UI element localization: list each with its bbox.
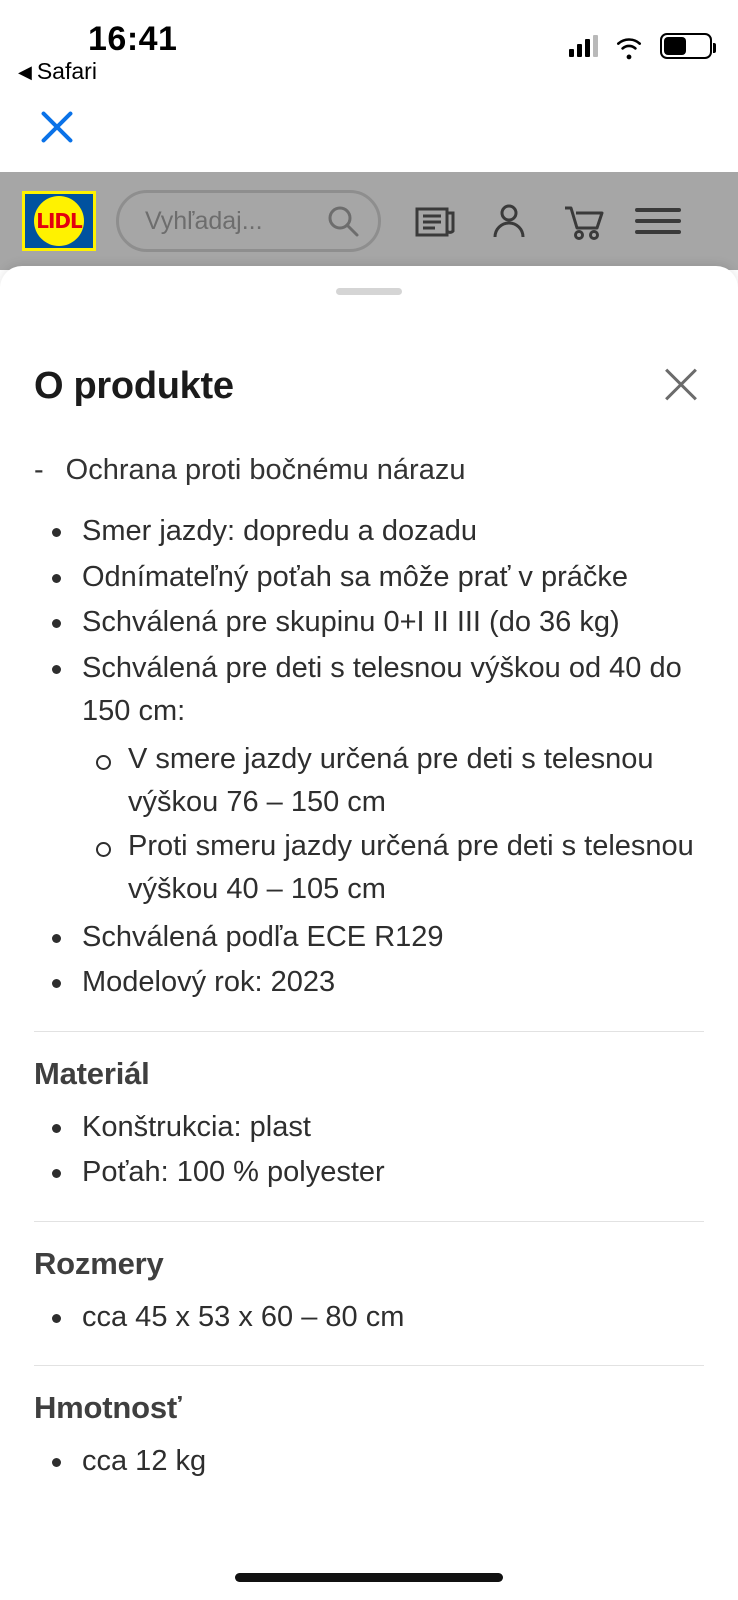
wifi-icon: [614, 35, 644, 57]
ios-status-bar: [0, 0, 738, 96]
site-header: [0, 172, 738, 270]
list-item-text: Schválená pre deti s telesnou výškou od 40 do 150 cm:: [82, 651, 682, 727]
list-item-text: Konštrukcia: plast: [82, 1110, 311, 1143]
cart-icon[interactable]: [561, 199, 605, 243]
material-list: [40, 1106, 704, 1195]
list-item-text: Schválená pre skupinu 0+I II III (do 36 kg): [82, 606, 620, 638]
sheet-header: [0, 295, 738, 408]
list-item: [40, 1106, 704, 1150]
status-indicators: [569, 33, 712, 59]
list-item: [40, 1151, 704, 1195]
product-feature-list: [40, 510, 704, 1005]
list-item-text: Smer jazdy: dopredu a dozadu: [82, 515, 477, 547]
list-item: [82, 738, 704, 825]
search-placeholder: Vyhľadaj...: [145, 206, 263, 235]
battery-icon: [660, 33, 712, 59]
list-item-text: Modelový rok: 2023: [82, 966, 336, 998]
header-icon-group: [413, 199, 681, 243]
search-icon[interactable]: [326, 204, 360, 238]
back-arrow-icon: ◀: [18, 61, 32, 82]
divider: [34, 1031, 704, 1032]
divider: [34, 1365, 704, 1366]
section-title-material: Materiál: [34, 1055, 150, 1091]
clipped-bullet-dash: -: [34, 454, 44, 486]
sheet-scroll-content[interactable]: [0, 454, 738, 1600]
close-icon[interactable]: [34, 104, 80, 150]
list-item: [40, 916, 704, 960]
list-item: [82, 825, 704, 912]
list-item-text: Poťah: 100 % polyester: [82, 1156, 385, 1188]
clipped-bullet: [34, 454, 704, 506]
sheet-grabber[interactable]: [336, 288, 402, 295]
status-time: 16:41: [88, 20, 178, 58]
search-input[interactable]: [116, 190, 381, 252]
list-item: [40, 510, 704, 554]
list-item-text: Odnímateľný poťah sa môže prať v práčke: [82, 560, 629, 593]
back-app-label: Safari: [36, 58, 97, 84]
list-item: [40, 647, 704, 912]
logo-disc: [34, 196, 84, 246]
list-item: [40, 1440, 704, 1484]
lidl-logo[interactable]: [22, 191, 96, 251]
list-item: [40, 961, 704, 1005]
list-item: [40, 556, 704, 600]
browser-modal-bar: [0, 96, 738, 172]
weight-list: [40, 1440, 704, 1484]
battery-percent-label: 27: [686, 36, 705, 55]
back-to-safari-button[interactable]: [18, 58, 97, 85]
newspaper-icon[interactable]: [413, 199, 457, 243]
list-item-text: Proti smeru jazdy určená pre deti s telesnou výškou 40 – 105 cm: [128, 829, 694, 905]
sheet-title: O produkte: [34, 365, 234, 407]
product-info-sheet: [0, 266, 738, 1600]
list-item-text: V smere jazdy určená pre deti s telesnou výškou 76 – 150 cm: [128, 742, 654, 818]
divider: [34, 1221, 704, 1222]
product-feature-sublist: [82, 738, 704, 912]
dimensions-list: [40, 1296, 704, 1340]
list-item-text: cca 45 x 53 x 60 – 80 cm: [82, 1300, 405, 1333]
logo-text: LIDL: [36, 209, 82, 233]
list-item-text: cca 12 kg: [82, 1445, 207, 1477]
hamburger-icon[interactable]: [635, 201, 681, 241]
sheet-close-icon[interactable]: [660, 363, 702, 405]
list-item: [40, 601, 704, 645]
section-title-dimensions: Rozmery: [34, 1245, 164, 1281]
section-title-weight: Hmotnosť: [34, 1390, 182, 1425]
clipped-bullet-text: Ochrana proti bočnému nárazu: [65, 454, 466, 486]
home-indicator: [235, 1573, 503, 1582]
list-item-text: Schválená podľa ECE R129: [82, 920, 444, 953]
list-item: [40, 1296, 704, 1340]
account-icon[interactable]: [487, 199, 531, 243]
cellular-signal-icon: [569, 35, 598, 57]
